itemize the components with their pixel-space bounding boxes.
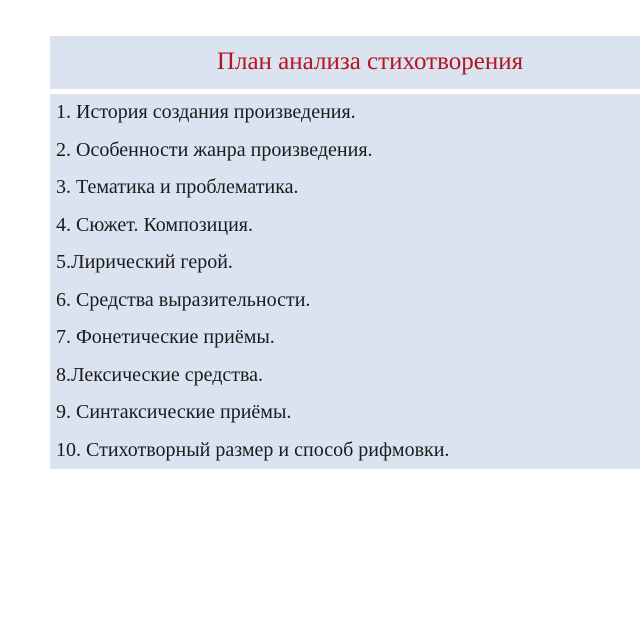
analysis-plan-list xyxy=(50,94,640,469)
list-item: 6. Средства выразительности. xyxy=(56,289,311,311)
list-item: 1. История создания произведения. xyxy=(56,101,356,123)
list-item: 9. Синтаксические приёмы. xyxy=(56,401,292,423)
slide-title: План анализа стихотворения xyxy=(216,48,524,75)
list-item: 5.Лирический герой. xyxy=(56,251,233,273)
slide xyxy=(50,36,640,469)
title-bar xyxy=(50,36,640,89)
list-item: 8.Лексические средства. xyxy=(56,364,264,386)
list-item: 10. Стихотворный размер и способ рифмовки. xyxy=(56,439,450,461)
list-item: 4. Сюжет. Композиция. xyxy=(56,214,253,236)
list-item: 7. Фонетические приёмы. xyxy=(56,326,275,348)
list-item: 3. Тематика и проблематика. xyxy=(56,176,299,198)
list-item: 2. Особенности жанра произведения. xyxy=(56,139,373,161)
